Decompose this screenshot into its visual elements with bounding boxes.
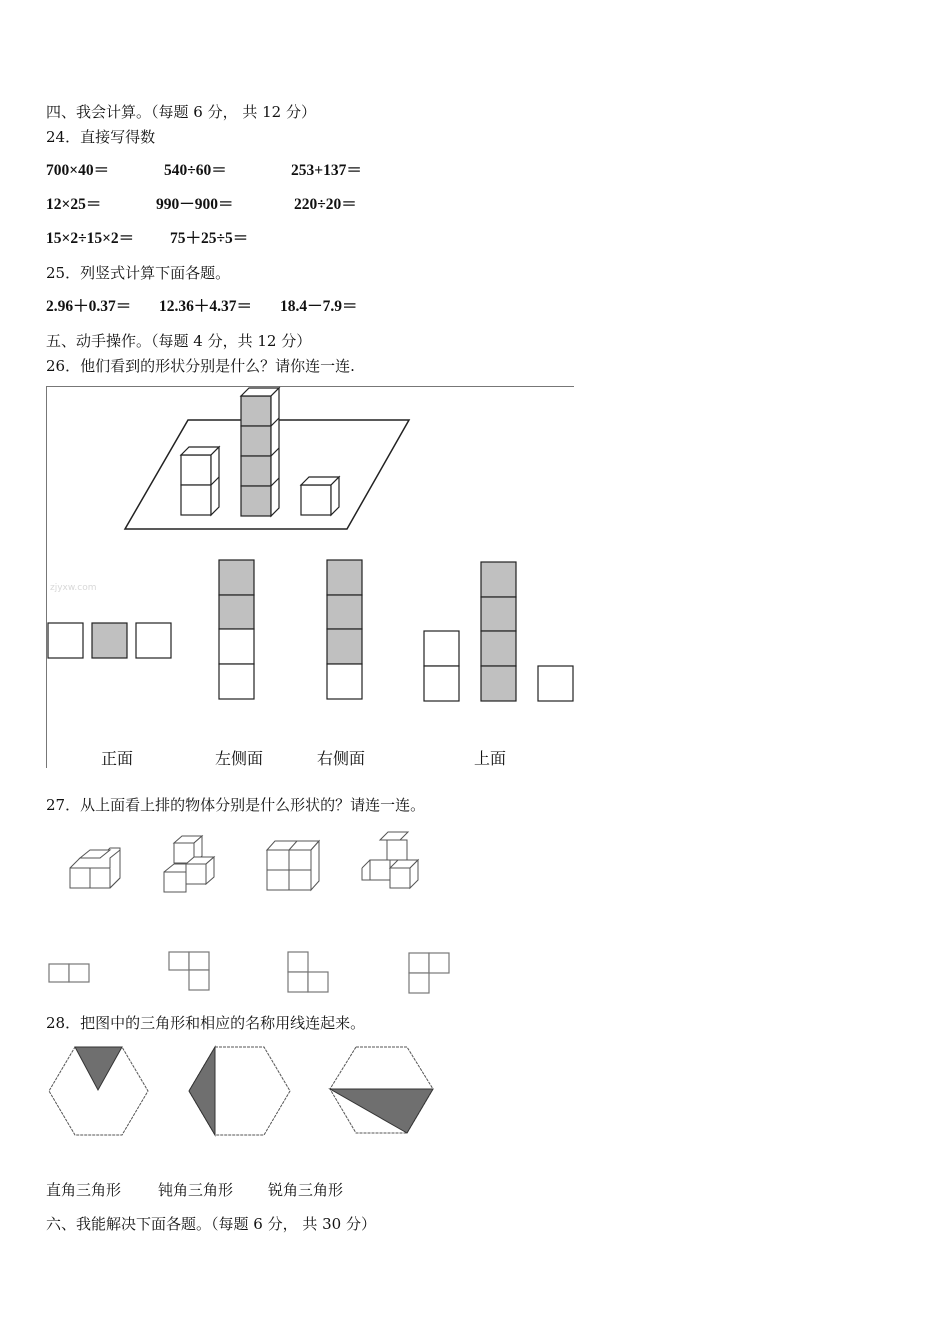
q25-title: 25．列竖式计算下面各题。 xyxy=(46,264,231,282)
triangle-name-right: 直角三角形 xyxy=(46,1181,122,1199)
section4-heading: 四、我会计算。（每题 6 分， 共 12 分） xyxy=(46,103,316,121)
q24-item: 220÷20＝ xyxy=(294,196,357,213)
q24-item: 12×25＝ xyxy=(46,196,102,213)
view-label-right: 右侧面 xyxy=(317,749,366,768)
hexagon-3 xyxy=(330,1047,433,1133)
q24-item: 990－900＝ xyxy=(156,196,234,213)
q24-item: 700×40＝ xyxy=(46,162,110,179)
q26-title: 26．他们看到的形状分别是什么？请你连一连. xyxy=(46,357,355,375)
hexagon-2 xyxy=(189,1047,290,1135)
section6-heading: 六、我能解决下面各题。（每题 6 分， 共 30 分） xyxy=(46,1215,376,1233)
watermark: zjyxw.com xyxy=(50,583,97,593)
q28-title: 28．把图中的三角形和相应的名称用线连起来。 xyxy=(46,1014,366,1032)
q24-item: 75＋25÷5＝ xyxy=(170,230,249,247)
view-label-front: 正面 xyxy=(101,749,134,768)
section5-heading: 五、动手操作。（每题 4 分，共 12 分） xyxy=(46,332,312,350)
q25-item: 12.36＋4.37＝ xyxy=(159,298,253,315)
q25-item: 18.4－7.9＝ xyxy=(280,298,358,315)
hexagon-1 xyxy=(49,1047,148,1135)
q25-item: 2.96＋0.37＝ xyxy=(46,298,132,315)
q24-item: 253+137＝ xyxy=(291,162,362,179)
q24-item: 15×2÷15×2＝ xyxy=(46,230,135,247)
triangle-name-obtuse: 钝角三角形 xyxy=(158,1181,234,1199)
view-label-left: 左侧面 xyxy=(215,749,264,768)
triangle-name-acute: 锐角三角形 xyxy=(268,1181,344,1199)
q24-item: 540÷60＝ xyxy=(164,162,227,179)
q27-title: 27．从上面看上排的物体分别是什么形状的？请连一连。 xyxy=(46,796,426,814)
q24-title: 24．直接写得数 xyxy=(46,128,156,146)
view-label-top: 上面 xyxy=(474,749,507,768)
